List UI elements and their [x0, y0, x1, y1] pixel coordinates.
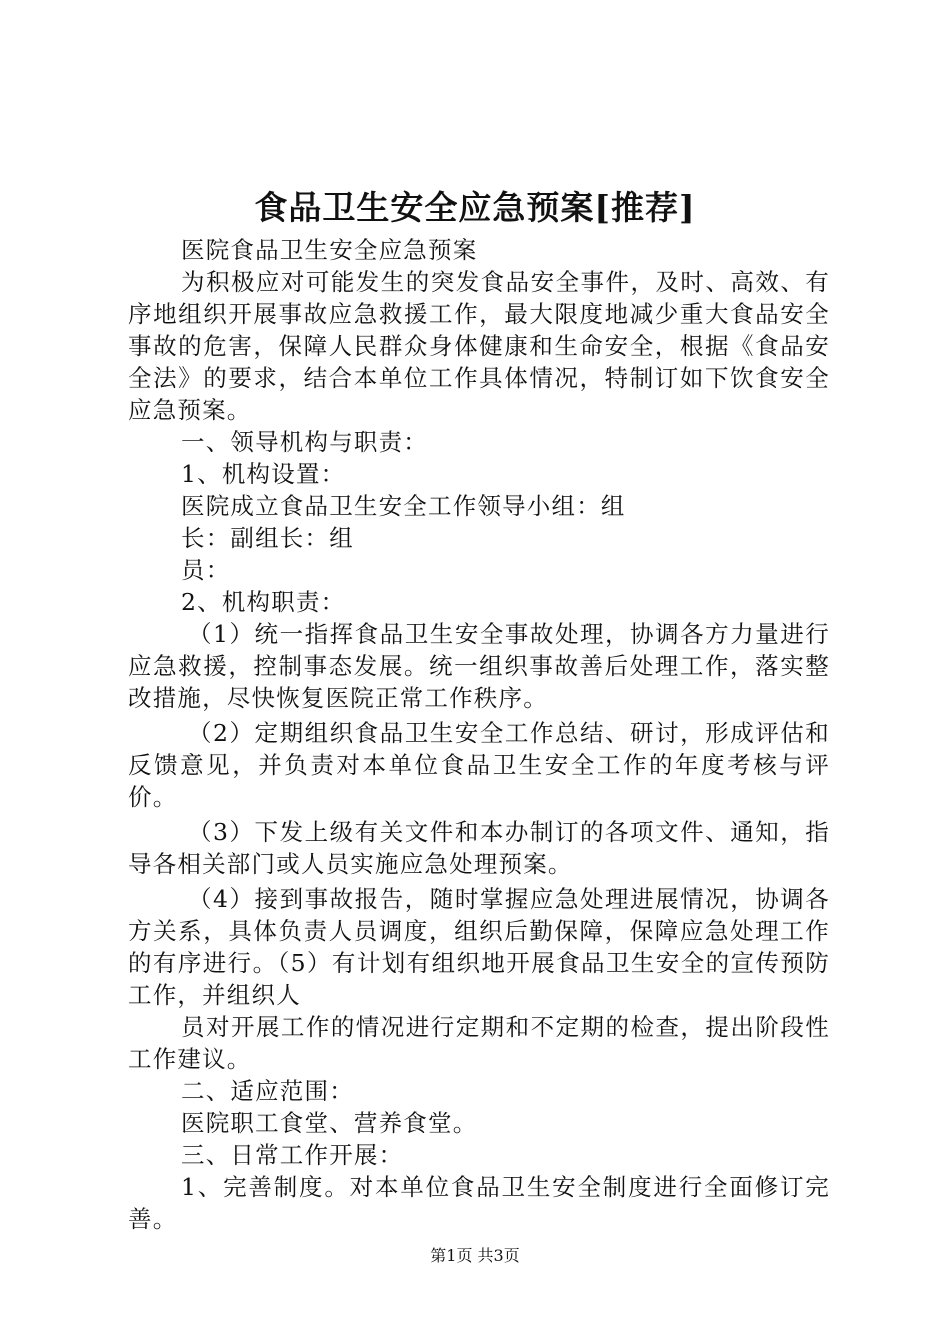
document-title: 食品卫生安全应急预案[推荐] [254, 188, 696, 227]
paragraph-duty-2: （2）定期组织食品卫生安全工作总结、研讨，形成评估和反馈意见，并负责对本单位食品卫生安全工作的年度考核与评价。 [128, 719, 830, 811]
paragraph-scope: 医院职工食堂、营养食堂。 [181, 1109, 478, 1137]
paragraph-section-1-heading: 一、领导机构与职责： [181, 428, 428, 456]
paragraph-group-member: 员： [181, 556, 231, 584]
paragraph-improve-system: 1、完善制度。对本单位食品卫生安全制度进行全面修订完善。 [128, 1173, 830, 1233]
paragraph-org-duties: 2、机构职责： [181, 588, 346, 616]
paragraph-section-3-heading: 三、日常工作开展： [181, 1141, 404, 1169]
paragraph-duty-1: （1）统一指挥食品卫生安全事故处理，协调各方力量进行应急救援，控制事态发展。统一组织事故善后处理工作，落实整改措施，尽快恢复医院正常工作秩序。 [128, 620, 830, 712]
paragraph-group-leader: 长：副组长：组 [181, 524, 354, 552]
document-body [128, 234, 830, 1235]
paragraph-duty-3: （3）下发上级有关文件和本办制订的各项文件、通知，指导各相关部门或人员实施应急处理预案。 [128, 818, 830, 878]
paragraph-org-setup: 1、机构设置： [181, 460, 346, 488]
paragraph-duty-5-cont: 员对开展工作的情况进行定期和不定期的检查，提出阶段性工作建议。 [128, 1013, 830, 1073]
paragraph-leading-group: 医院成立食品卫生安全工作领导小组：组 [181, 492, 626, 520]
paragraph-subtitle: 医院食品卫生安全应急预案 [181, 236, 478, 264]
page-footer: 第1页 共3页 [430, 1246, 520, 1265]
paragraph-duty-4-5: （4）接到事故报告，随时掌握应急处理进展情况，协调各方关系，具体负责人员调度，组织后勤保障，保障应急处理工作的有序进行。（5）有计划有组织地开展食品卫生安全的宣传预防工作，并组织人 [128, 885, 830, 1009]
paragraph-section-2-heading: 二、适应范围： [181, 1077, 354, 1105]
paragraph-intro: 为积极应对可能发生的突发食品安全事件，及时、高效、有序地组织开展事故应急救援工作，最大限度地减少重大食品安全事故的危害，保障人民群众身体健康和生命安全，根据《食品安全法》的要求，结合本单位工作具体情况，特制订如下饮食安全应急预案。 [128, 268, 830, 424]
